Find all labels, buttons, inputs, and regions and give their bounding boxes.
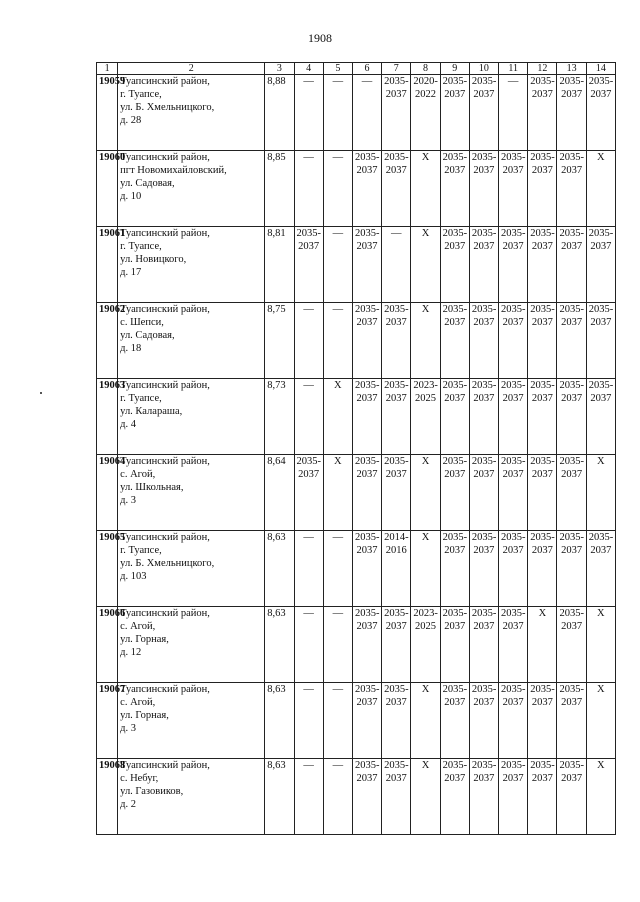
record-id: 19064 (97, 455, 118, 531)
period-cell-col-13: 2035- 2037 (557, 531, 586, 607)
address-line: пгт Новомихайловский, (120, 165, 227, 176)
period-cell-col-5: — (323, 683, 352, 759)
period-cell-col-12: 2035- 2037 (528, 227, 557, 303)
period-cell-col-4: 2035- 2037 (294, 455, 323, 531)
address-line: д. 3 (120, 723, 136, 734)
address-cell (118, 683, 265, 759)
period-cell-col-11: 2035- 2037 (499, 303, 528, 379)
period-cell-col-12: X (528, 607, 557, 683)
record-id: 19065 (97, 531, 118, 607)
period-cell-col-13: 2035- 2037 (557, 607, 586, 683)
address-line: д. 2 (120, 799, 136, 810)
column-header-6: 6 (352, 63, 381, 75)
value-cell: 8,63 (265, 759, 294, 835)
period-cell-col-5: — (323, 607, 352, 683)
period-cell-col-4: — (294, 683, 323, 759)
header-row (97, 63, 616, 75)
record-id: 19060 (97, 151, 118, 227)
period-cell-col-10: 2035- 2037 (469, 227, 498, 303)
value-cell: 8,64 (265, 455, 294, 531)
period-cell-col-12: 2035- 2037 (528, 455, 557, 531)
period-cell-col-10: 2035- 2037 (469, 303, 498, 379)
period-cell-col-7: 2035- 2037 (382, 683, 411, 759)
period-cell-col-13: 2035- 2037 (557, 379, 586, 455)
period-cell-col-10: 2035- 2037 (469, 607, 498, 683)
address-line: Туапсинский район, (120, 76, 210, 87)
period-cell-col-8: X (411, 531, 440, 607)
period-cell-col-8: 2020- 2022 (411, 75, 440, 151)
period-cell-col-12: 2035- 2037 (528, 379, 557, 455)
period-cell-col-8: X (411, 683, 440, 759)
period-cell-col-13: 2035- 2037 (557, 227, 586, 303)
period-cell-col-6: 2035- 2037 (352, 379, 381, 455)
value-cell: 8,85 (265, 151, 294, 227)
period-cell-col-10: 2035- 2037 (469, 531, 498, 607)
period-cell-col-7: — (382, 227, 411, 303)
address-line: д. 18 (120, 343, 142, 354)
column-header-9: 9 (440, 63, 469, 75)
period-cell-col-8: X (411, 759, 440, 835)
period-cell-col-8: 2023- 2025 (411, 607, 440, 683)
address-line: д. 10 (120, 191, 142, 202)
period-cell-col-9: 2035- 2037 (440, 531, 469, 607)
period-cell-col-14: X (586, 607, 615, 683)
address-cell (118, 227, 265, 303)
period-cell-col-9: 2035- 2037 (440, 379, 469, 455)
address-line: Туапсинский район, (120, 532, 210, 543)
period-cell-col-7: 2035- 2037 (382, 759, 411, 835)
period-cell-col-13: 2035- 2037 (557, 75, 586, 151)
address-cell (118, 531, 265, 607)
period-cell-col-13: 2035- 2037 (557, 683, 586, 759)
period-cell-col-7: 2035- 2037 (382, 455, 411, 531)
column-header-14: 14 (586, 63, 615, 75)
period-cell-col-12: 2035- 2037 (528, 75, 557, 151)
period-cell-col-4: — (294, 531, 323, 607)
period-cell-col-11: 2035- 2037 (499, 607, 528, 683)
column-header-10: 10 (469, 63, 498, 75)
period-cell-col-11: 2035- 2037 (499, 531, 528, 607)
address-line: г. Туапсе, (120, 89, 162, 100)
period-cell-col-5: — (323, 759, 352, 835)
column-header-7: 7 (382, 63, 411, 75)
period-cell-col-14: 2035- 2037 (586, 379, 615, 455)
table-row (97, 379, 616, 455)
period-cell-col-4: — (294, 759, 323, 835)
period-cell-col-5: — (323, 531, 352, 607)
table-row (97, 455, 616, 531)
period-cell-col-5: X (323, 379, 352, 455)
address-line: д. 28 (120, 115, 142, 126)
address-line: д. 103 (120, 571, 147, 582)
period-cell-col-6: 2035- 2037 (352, 759, 381, 835)
address-line: ул. Газовиков, (120, 786, 184, 797)
address-line: ул. Калараша, (120, 406, 183, 417)
address-line: ул. Новицкого, (120, 254, 187, 265)
period-cell-col-10: 2035- 2037 (469, 75, 498, 151)
period-cell-col-11: 2035- 2037 (499, 759, 528, 835)
period-cell-col-9: 2035- 2037 (440, 683, 469, 759)
column-header-1: 1 (97, 63, 118, 75)
address-cell (118, 455, 265, 531)
period-cell-col-14: 2035- 2037 (586, 75, 615, 151)
period-cell-col-6: 2035- 2037 (352, 607, 381, 683)
column-header-5: 5 (323, 63, 352, 75)
period-cell-col-11: 2035- 2037 (499, 455, 528, 531)
period-cell-col-7: 2035- 2037 (382, 151, 411, 227)
period-cell-col-14: X (586, 455, 615, 531)
period-cell-col-6: 2035- 2037 (352, 151, 381, 227)
period-cell-col-7: 2014- 2016 (382, 531, 411, 607)
period-cell-col-12: 2035- 2037 (528, 531, 557, 607)
period-cell-col-11: 2035- 2037 (499, 151, 528, 227)
address-line: Туапсинский район, (120, 684, 210, 695)
value-cell: 8,63 (265, 683, 294, 759)
address-cell (118, 151, 265, 227)
record-id: 19061 (97, 227, 118, 303)
address-line: ул. Садовая, (120, 330, 175, 341)
period-cell-col-6: 2035- 2037 (352, 531, 381, 607)
address-cell (118, 379, 265, 455)
period-cell-col-4: — (294, 607, 323, 683)
period-cell-col-10: 2035- 2037 (469, 455, 498, 531)
address-line: с. Шепси, (120, 317, 164, 328)
period-cell-col-9: 2035- 2037 (440, 151, 469, 227)
address-line: ул. Горная, (120, 710, 169, 721)
period-cell-col-8: 2023- 2025 (411, 379, 440, 455)
period-cell-col-14: X (586, 759, 615, 835)
period-cell-col-5: — (323, 75, 352, 151)
register-table (96, 62, 616, 835)
period-cell-col-8: X (411, 455, 440, 531)
address-line: с. Небуг, (120, 773, 159, 784)
period-cell-col-11: 2035- 2037 (499, 683, 528, 759)
period-cell-col-9: 2035- 2037 (440, 227, 469, 303)
period-cell-col-11: 2035- 2037 (499, 227, 528, 303)
table-row (97, 303, 616, 379)
address-line: ул. Б. Хмельницкого, (120, 102, 215, 113)
period-cell-col-12: 2035- 2037 (528, 151, 557, 227)
column-header-13: 13 (557, 63, 586, 75)
period-cell-col-4: 2035- 2037 (294, 227, 323, 303)
period-cell-col-10: 2035- 2037 (469, 151, 498, 227)
period-cell-col-13: 2035- 2037 (557, 759, 586, 835)
period-cell-col-11: — (499, 75, 528, 151)
record-id: 19059 (97, 75, 118, 151)
address-line: Туапсинский район, (120, 380, 210, 391)
period-cell-col-9: 2035- 2037 (440, 75, 469, 151)
address-line: г. Туапсе, (120, 393, 162, 404)
address-line: ул. Б. Хмельницкого, (120, 558, 215, 569)
period-cell-col-10: 2035- 2037 (469, 379, 498, 455)
column-header-3: 3 (265, 63, 294, 75)
record-id: 19066 (97, 607, 118, 683)
margin-dot (40, 392, 42, 394)
period-cell-col-4: — (294, 303, 323, 379)
period-cell-col-9: 2035- 2037 (440, 607, 469, 683)
period-cell-col-6: 2035- 2037 (352, 227, 381, 303)
period-cell-col-8: X (411, 151, 440, 227)
address-line: г. Туапсе, (120, 545, 162, 556)
address-line: д. 3 (120, 495, 136, 506)
address-line: Туапсинский район, (120, 456, 210, 467)
column-header-8: 8 (411, 63, 440, 75)
address-line: с. Агой, (120, 469, 156, 480)
period-cell-col-12: 2035- 2037 (528, 683, 557, 759)
address-line: д. 12 (120, 647, 142, 658)
period-cell-col-6: 2035- 2037 (352, 455, 381, 531)
address-line: Туапсинский район, (120, 152, 210, 163)
record-id: 19067 (97, 683, 118, 759)
period-cell-col-14: 2035- 2037 (586, 227, 615, 303)
period-cell-col-8: X (411, 303, 440, 379)
address-line: ул. Школьная, (120, 482, 184, 493)
column-header-12: 12 (528, 63, 557, 75)
address-cell (118, 75, 265, 151)
column-header-4: 4 (294, 63, 323, 75)
table-row (97, 531, 616, 607)
table-row (97, 151, 616, 227)
period-cell-col-14: 2035- 2037 (586, 531, 615, 607)
value-cell: 8,81 (265, 227, 294, 303)
period-cell-col-5: — (323, 303, 352, 379)
period-cell-col-10: 2035- 2037 (469, 683, 498, 759)
table-row (97, 759, 616, 835)
period-cell-col-12: 2035- 2037 (528, 759, 557, 835)
address-cell (118, 303, 265, 379)
period-cell-col-11: 2035- 2037 (499, 379, 528, 455)
address-line: Туапсинский район, (120, 228, 210, 239)
period-cell-col-5: X (323, 455, 352, 531)
value-cell: 8,75 (265, 303, 294, 379)
address-line: д. 17 (120, 267, 142, 278)
period-cell-col-7: 2035- 2037 (382, 607, 411, 683)
table-body (97, 75, 616, 835)
period-cell-col-13: 2035- 2037 (557, 303, 586, 379)
value-cell: 8,73 (265, 379, 294, 455)
period-cell-col-6: 2035- 2037 (352, 683, 381, 759)
address-line: ул. Горная, (120, 634, 169, 645)
period-cell-col-8: X (411, 227, 440, 303)
address-line: Туапсинский район, (120, 304, 210, 315)
column-header-11: 11 (499, 63, 528, 75)
address-cell (118, 759, 265, 835)
page-number: 1908 (308, 31, 332, 45)
period-cell-col-4: — (294, 151, 323, 227)
period-cell-col-12: 2035- 2037 (528, 303, 557, 379)
period-cell-col-10: 2035- 2037 (469, 759, 498, 835)
period-cell-col-9: 2035- 2037 (440, 303, 469, 379)
table-row (97, 683, 616, 759)
address-line: Туапсинский район, (120, 608, 210, 619)
record-id: 19068 (97, 759, 118, 835)
table-row (97, 607, 616, 683)
record-id: 19063 (97, 379, 118, 455)
period-cell-col-14: X (586, 683, 615, 759)
period-cell-col-9: 2035- 2037 (440, 759, 469, 835)
period-cell-col-7: 2035- 2037 (382, 75, 411, 151)
value-cell: 8,63 (265, 607, 294, 683)
period-cell-col-14: 2035- 2037 (586, 303, 615, 379)
table-row (97, 75, 616, 151)
value-cell: 8,88 (265, 75, 294, 151)
address-line: Туапсинский район, (120, 760, 210, 771)
period-cell-col-7: 2035- 2037 (382, 379, 411, 455)
value-cell: 8,63 (265, 531, 294, 607)
period-cell-col-5: — (323, 227, 352, 303)
period-cell-col-6: 2035- 2037 (352, 303, 381, 379)
table-row (97, 227, 616, 303)
column-header-2: 2 (118, 63, 265, 75)
period-cell-col-13: 2035- 2037 (557, 151, 586, 227)
address-line: с. Агой, (120, 621, 156, 632)
period-cell-col-14: X (586, 151, 615, 227)
period-cell-col-5: — (323, 151, 352, 227)
address-line: с. Агой, (120, 697, 156, 708)
address-line: ул. Садовая, (120, 178, 175, 189)
period-cell-col-4: — (294, 75, 323, 151)
address-cell (118, 607, 265, 683)
period-cell-col-4: — (294, 379, 323, 455)
period-cell-col-6: — (352, 75, 381, 151)
period-cell-col-13: 2035- 2037 (557, 455, 586, 531)
period-cell-col-7: 2035- 2037 (382, 303, 411, 379)
period-cell-col-9: 2035- 2037 (440, 455, 469, 531)
address-line: г. Туапсе, (120, 241, 162, 252)
address-line: д. 4 (120, 419, 136, 430)
record-id: 19062 (97, 303, 118, 379)
